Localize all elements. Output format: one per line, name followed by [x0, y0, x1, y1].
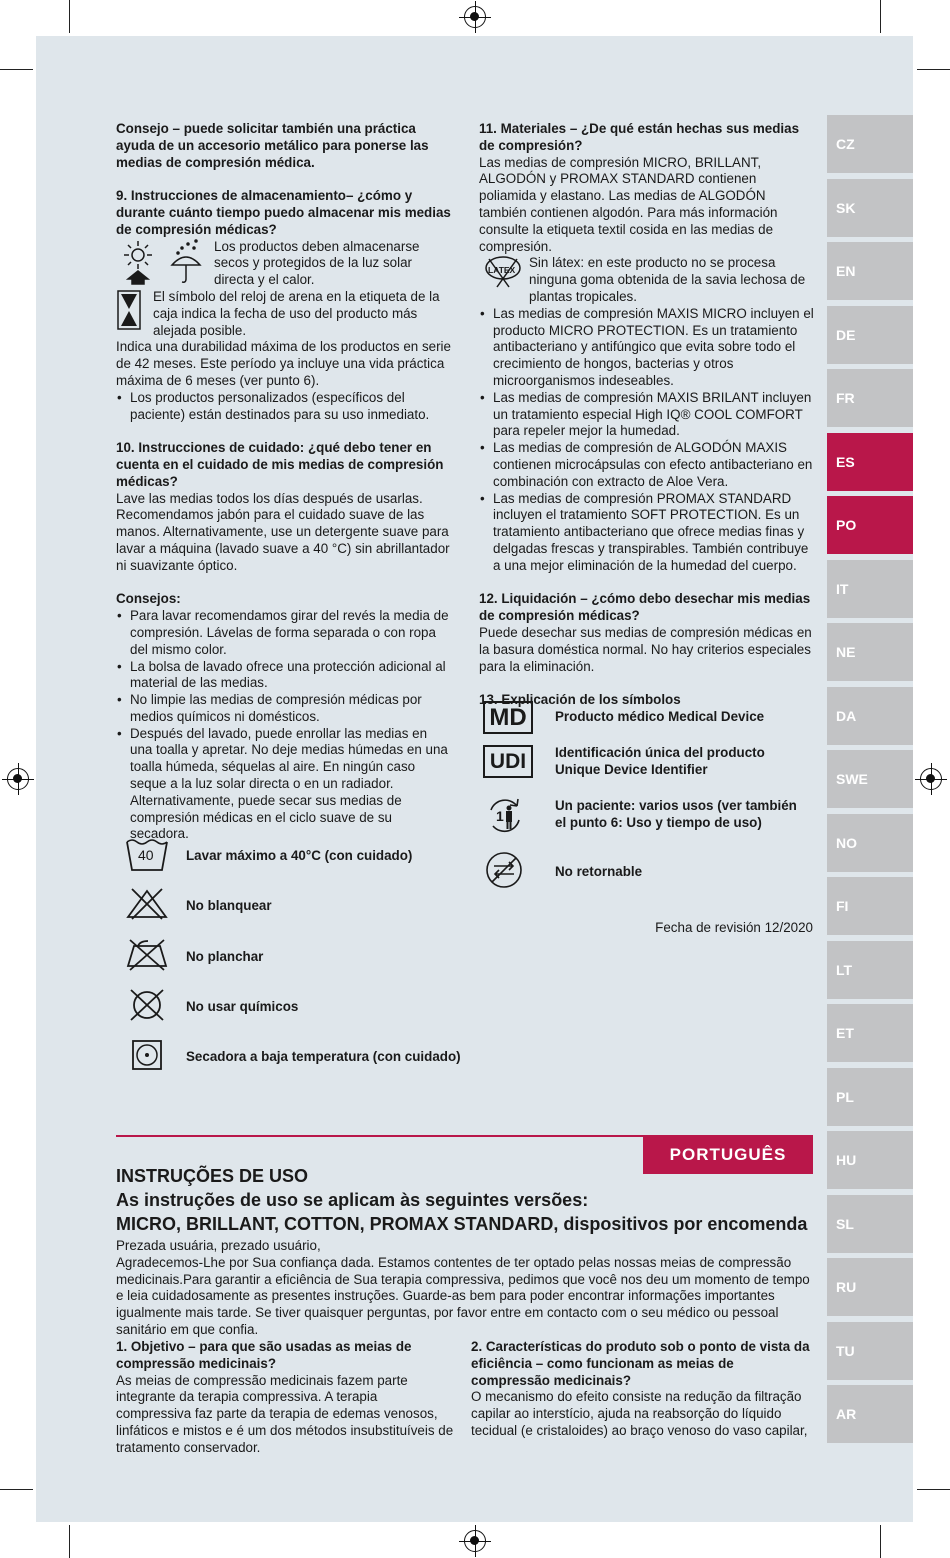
section-12-title: 12. Liquidación – ¿cómo debo desechar mis medias de compresión médicas? — [479, 591, 811, 624]
patient-label: Un paciente: varios usos (ver también el punto 6: Uso y tiempo de uso) — [555, 798, 797, 830]
symbol-md — [483, 701, 764, 734]
no-iron-icon — [124, 938, 186, 977]
no-bleach-icon — [124, 887, 186, 926]
no-return-icon — [483, 850, 555, 895]
crop-mark — [880, 1525, 881, 1558]
sun-umbrella-icon — [116, 239, 214, 287]
care-symbol-bleach — [124, 887, 272, 926]
section-10-title: 10. Instrucciones de cuidado: ¿qué debo tener en cuenta en el cuidado de mis medias de compresión médicas? — [116, 440, 444, 489]
tips-title: Consejos: — [116, 591, 181, 607]
pt-section-2-title: 2. Características do produto sob o ponto de vista da eficiência – como funcionam as meias de compressão medicinais? — [471, 1339, 810, 1388]
crop-mark — [0, 1489, 33, 1490]
left-column — [116, 121, 452, 843]
tip-heading: Consejo – puede solicitar también una práctica ayuda de un accesorio metálico para ponerse las medias de compresión médica. — [116, 121, 429, 170]
list-item: • Después del lavado, puede enrollar las medias en una toalla y apretar. No deje medias húmedas en una toalla húmeda, séquelas al aire. En ningún caso seque a la luz solar directa o en un radiador. Alternativamente, puede secar sus medias de compresión médicas en el ciclo suave de su secadora. — [116, 726, 452, 844]
storage-info — [116, 239, 452, 289]
tab-ne[interactable]: NE — [827, 623, 913, 681]
tab-ar[interactable]: AR — [827, 1385, 913, 1443]
registration-mark-icon — [464, 1530, 486, 1552]
tab-tu[interactable]: TU — [827, 1322, 913, 1380]
pt-left-column — [116, 1339, 456, 1457]
care-symbol-wash — [124, 836, 412, 877]
latex-free-icon — [479, 255, 529, 295]
latex-info — [479, 255, 815, 305]
tumble-dry-low-icon — [124, 1038, 186, 1077]
language-tabs — [827, 115, 913, 1449]
registration-mark-icon — [464, 6, 486, 28]
list-item: • Para lavar recomendamos girar del revés la media de compresión. Lávelas de forma separada o con ropa del mismo color. — [116, 608, 452, 658]
registration-mark-icon — [7, 768, 29, 790]
tab-fi[interactable]: FI — [827, 877, 913, 935]
storage-bullets — [116, 390, 452, 424]
no-return-label: No retornable — [555, 864, 643, 880]
tab-no[interactable]: NO — [827, 814, 913, 872]
tab-fr[interactable]: FR — [827, 369, 913, 427]
no-chemical-clean-icon — [124, 988, 186, 1027]
symbol-udi — [483, 745, 765, 779]
md-label: Producto médico Medical Device — [555, 709, 765, 725]
tab-swe[interactable]: SWE — [827, 750, 913, 808]
tab-es[interactable]: ES — [827, 433, 913, 491]
crop-mark — [69, 1525, 70, 1558]
care-label: No blanquear — [186, 898, 272, 914]
section-11-body: Las medias de compresión MICRO, BRILLANT, ALGODÓN y PROMAX STANDARD contienen poliamida y elastano. Las medias de ALGODÓN también contienen algodón. Para más información consulte la etiqueta textil cosida en las medias de compresión. — [479, 154, 778, 254]
language-badge: PORTUGUÊS — [643, 1135, 813, 1174]
list-item: • Las medias de compresión MAXIS BRILANT incluyen un tratamiento especial High IQ® COOL COMFORT para repeler mejor la humedad. — [479, 390, 815, 440]
latex-label: LATEX — [488, 265, 516, 276]
hourglass-text: El símbolo del reloj de arena en la etiqueta de la caja indica la fecha de uso del producto más alejada posible. — [153, 288, 440, 338]
list-item: • No limpie las medias de compresión médicas por medios químicos ni domésticos. — [116, 692, 452, 726]
crop-mark — [0, 69, 33, 70]
pt-intro-text: Agradecemos-Lhe por Sua confiança dada. Estamos contentes de ter optado pelas nossas meias de compressão medicinais.Para garantir a eficiência de Sua terapia compressiva, pedimos que você nos deu um momento de tempo e leia cuidadosamente as presentes instruções. Guarde-as bem para poder encontrar informações importantes igualmente mais tarde. Se tiver quaisquer perguntas, por favor entre em contacto com o seu médico ou pessoal sanitário em que confia. — [116, 1254, 810, 1337]
pt-section-1-body: As meias de compressão medicinais fazem parte integrante da terapia compressiva. A terapia compressiva faz parte da terapia de edemas venosos, linfáticos e mistos e é um dos métodos insubstituíveis de tratamento conservador. — [116, 1372, 454, 1455]
list-item: • Las medias de compresión de ALGODÓN MAXIS contienen microcápsulas con efecto antibacteriano en combinación con extracto de Aloe Vera. — [479, 440, 815, 490]
pt-section-1-title: 1. Objetivo – para que são usadas as meias de compressão medicinais? — [116, 1339, 412, 1371]
section-12-body: Puede desechar sus medias de compresión médicas en la basura doméstica normal. No hay criterios especiales para la eliminación. — [479, 624, 812, 674]
list-item: • Las medias de compresión MAXIS MICRO incluyen el producto MICRO PROTECTION. Es un tratamiento antibacteriano y antifúngico que evita sobre todo el crecimiento de hongos, bacterias y otros microorganismos indeseables. — [479, 306, 815, 390]
hourglass-icon — [116, 289, 153, 331]
tab-sk[interactable]: SK — [827, 179, 913, 237]
tab-en[interactable]: EN — [827, 242, 913, 300]
section-10-body: Lave las medias todos los días después de usarlas. Recomendamos jabón para el cuidado suave de las manos. Alternativamente, use un detergente suave para lavar a máquina (lavado suave a 40 °C) sin abrillantador ni suavizante óptico. — [116, 490, 450, 573]
care-label: No planchar — [186, 949, 264, 965]
pt-greeting: Prezada usuária, prezado usuário, — [116, 1238, 321, 1253]
tab-cz[interactable]: CZ — [827, 115, 913, 173]
crop-mark — [917, 1489, 950, 1490]
medical-device-icon: MD — [483, 701, 555, 734]
tab-po[interactable]: PO — [827, 496, 913, 554]
tab-pl[interactable]: PL — [827, 1068, 913, 1126]
pt-right-column — [471, 1339, 813, 1440]
tab-da[interactable]: DA — [827, 687, 913, 745]
list-item: • Los productos personalizados (específicos del paciente) están destinados para su uso inmediato. — [116, 390, 452, 424]
udi-label: Identificación única del producto Unique Device Identifier — [555, 745, 765, 777]
right-column — [479, 121, 815, 709]
care-symbol-dryer — [124, 1038, 461, 1077]
symbol-no-return — [483, 850, 642, 895]
crop-mark — [69, 0, 70, 33]
care-symbol-chemical — [124, 988, 298, 1027]
tab-lt[interactable]: LT — [827, 941, 913, 999]
pt-title: INSTRUÇÕES DE USO — [116, 1166, 309, 1186]
single-patient-multiple-use-icon — [483, 796, 555, 834]
patient-count: 1 — [496, 808, 504, 824]
latex-text: Sin látex: en este producto no se procesa ninguna goma obtenida de la savia lechosa de plantas tropicales. — [529, 255, 806, 304]
durability-text: Indica una durabilidad máxima de los productos en serie de 42 meses. Este período ya incluye una vida práctica máxima de 6 meses (ver punto 6). — [116, 339, 451, 388]
wash-temperature: 40 — [138, 847, 154, 863]
tab-et[interactable]: ET — [827, 1004, 913, 1062]
tab-de[interactable]: DE — [827, 306, 913, 364]
list-item: • Las medias de compresión PROMAX STANDARD incluyen el tratamiento SOFT PROTECTION. Es un tratamiento antibacteriano que ofrece medias finas y delgadas frescas y transpirables. También contribuye a una mejor eliminación de la humedad del cuerpo. — [479, 491, 815, 575]
care-label: Lavar máximo a 40°C (con cuidado) — [186, 848, 413, 864]
registration-mark-icon — [920, 768, 942, 790]
tab-ru[interactable]: RU — [827, 1258, 913, 1316]
hourglass-info — [116, 289, 452, 339]
tab-it[interactable]: IT — [827, 560, 913, 618]
tips-list — [116, 608, 452, 843]
revision-date: Fecha de revisión 12/2020 — [655, 920, 813, 935]
list-item: • La bolsa de lavado ofrece una protección adicional al material de las medias. — [116, 659, 452, 693]
care-symbol-iron — [124, 938, 263, 977]
section-13-title: 13. Explicación de los símbolos — [479, 692, 681, 708]
storage-text: Los productos deben almacenarse secos y protegidos de la luz solar directa y el calor. — [214, 238, 420, 288]
crop-mark — [880, 0, 881, 33]
symbol-single-patient — [483, 796, 797, 834]
tab-sl[interactable]: SL — [827, 1195, 913, 1253]
care-label: Secadora a baja temperatura (con cuidado) — [186, 1049, 461, 1065]
section-9-title: 9. Instrucciones de almacenamiento– ¿cómo y durante cuánto tiempo puedo almacenar mis medias de compresión médicas? — [116, 188, 451, 237]
pt-subtitle: As instruções de uso se aplicam às seguintes versões: — [116, 1190, 589, 1210]
crop-mark — [917, 69, 950, 70]
udi-icon: UDI — [483, 745, 555, 778]
pt-versions: MICRO, BRILLANT, COTTON, PROMAX STANDARD, dispositivos por encomenda — [116, 1214, 808, 1234]
materials-bullets — [479, 306, 815, 575]
pt-intro — [116, 1238, 813, 1339]
section-11-title: 11. Materiales – ¿De qué están hechas sus medias de compresión? — [479, 121, 800, 153]
wash-40-icon — [124, 836, 186, 877]
care-label: No usar químicos — [186, 999, 299, 1015]
tab-hu[interactable]: HU — [827, 1131, 913, 1189]
pt-section-2-body: O mecanismo do efeito consiste na redução da filtração capilar ao interstício, ajuda na reabsorção do líquido tecidual (e cristaloides) ao braço venoso do vaso capilar, — [471, 1389, 808, 1438]
